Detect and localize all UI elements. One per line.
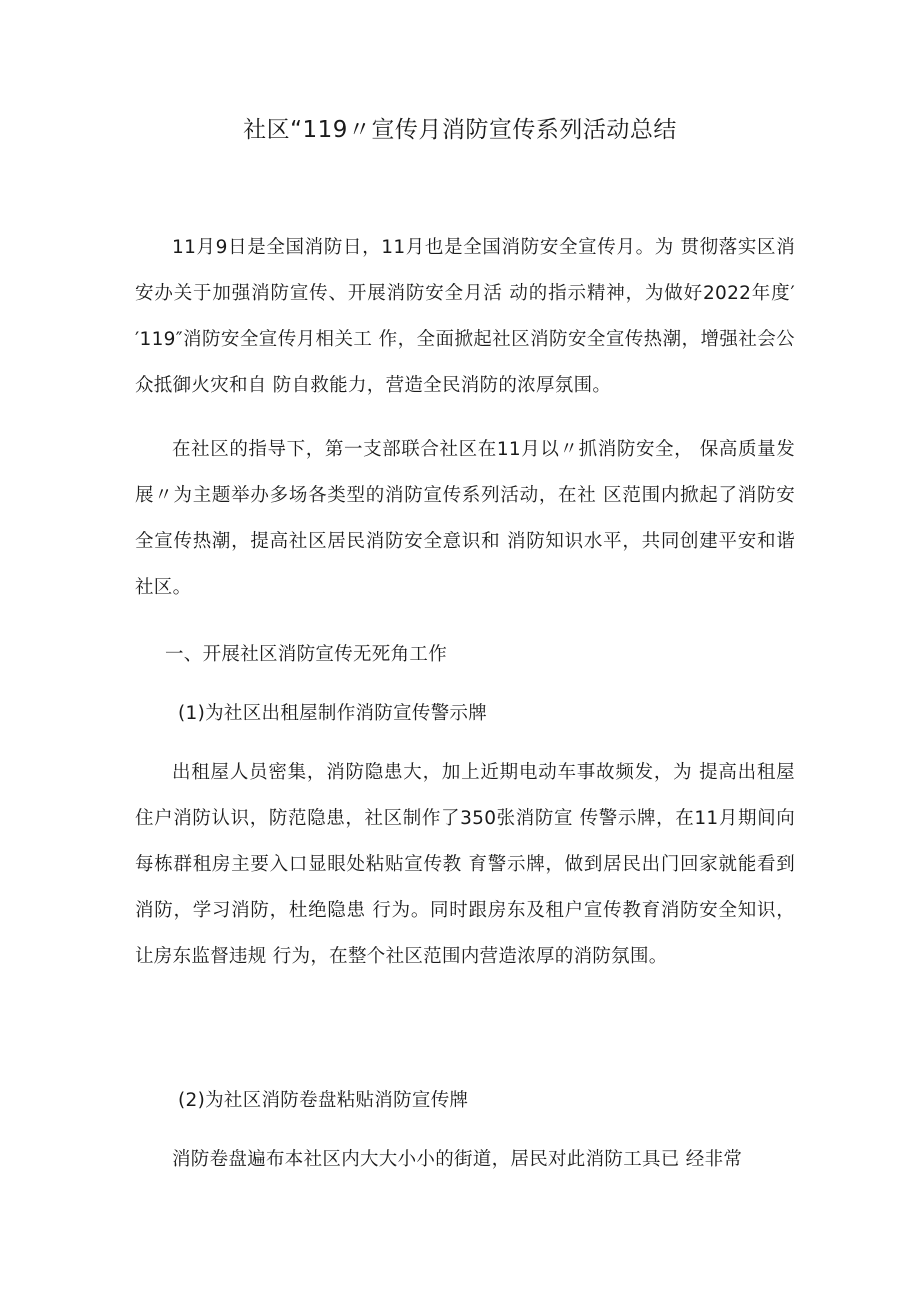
subsection-paragraph-1: 出租屋人员密集，消防隐患大，加上近期电动车事故频发，为 提高出租屋住户消防认识，防范隐患，社区制作了350张消防宣 传警示牌，在11月期间向每栋群租房主要入口显眼处粘贴宣传教 育警示牌，做到居民出门回家就能看到消防，学习消防，杜绝隐患 行为。同时跟房东及租户宣传教育消防安全知识，让房东监督违规 行为，在整个社区范围内营造浓厚的消防氛围。 — [135, 762, 795, 967]
intro-paragraph: 11月9日是全国消防日，11月也是全国消防安全宣传月。为 贯彻落实区消安办关于加强消防宣传、开展消防安全月活 动的指示精神，为做好2022年度′′119″消防安全宣传月相关工 作，全面掀起社区消防安全宣传热潮，增强社会公众抵御火灾和自 防自救能力，营造全民消防的浓厚氛围。 — [135, 237, 795, 396]
section-heading: 一、开展社区消防宣传无死角工作 — [165, 644, 448, 665]
subsection-heading-2: (2)为社区消防卷盘粘贴消防宣传牌 — [178, 1090, 469, 1111]
subsection-paragraph-2: 消防卷盘遍布本社区内大大小小的街道，居民对此消防工具已 经非常 — [172, 1149, 743, 1170]
guidance-paragraph: 在社区的指导下，第一支部联合社区在11月以〃抓消防安全， 保高质量发展〃为主题举办多场各类型的消防宣传系列活动，在社 区范围内掀起了消防安全宣传热潮，提高社区居民消防安全意识和 消防知识水平，共同创建平安和谐社区。 — [135, 439, 795, 598]
document-title: 社区“119〃宣传月消防宣传系列活动总结 — [243, 117, 677, 143]
subsection-heading-1: (1)为社区出租屋制作消防宣传警示牌 — [178, 703, 488, 724]
